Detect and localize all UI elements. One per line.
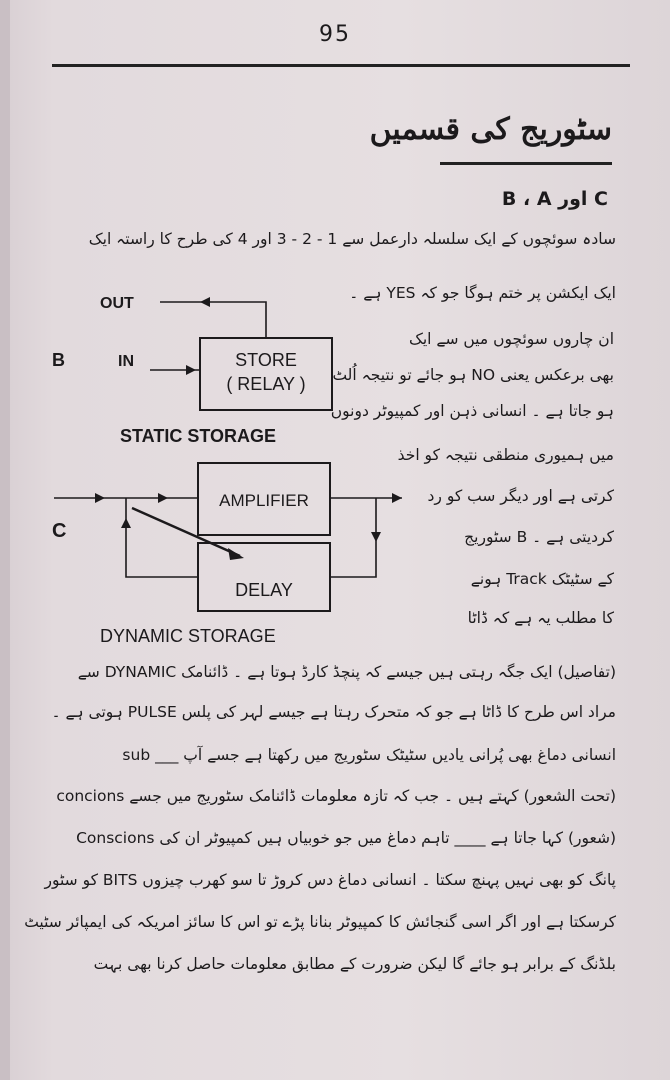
heading-underline	[440, 162, 612, 165]
out-line	[160, 302, 266, 338]
side-line-8: کا مطلب یہ ہے کہ ڈاٹا	[467, 609, 614, 627]
side-line-1: ان چاروں سوئچوں میں سے ایک	[408, 330, 614, 348]
side-line-3: ہو جاتا ہے ۔ انسانی ذہن اور کمپیوٹر دونوں	[330, 402, 614, 420]
relay-label: ( RELAY )	[226, 374, 306, 394]
out-arrow-icon	[200, 297, 210, 307]
output-arrow-icon	[392, 493, 402, 503]
header-rule	[52, 64, 630, 67]
body-line-8: بلڈنگ کے برابر ہو جائے گا لیکن ضرورت کے مطابق معلومات حاصل کرنا بھی بہت	[93, 955, 616, 973]
in-label: IN	[118, 353, 134, 370]
label-b: B	[52, 350, 65, 370]
input-arrow-2-icon	[158, 493, 168, 503]
input-arrow-1-icon	[95, 493, 105, 503]
switch-tip-icon	[228, 548, 244, 560]
label-c: C	[52, 520, 67, 542]
static-storage-caption: STATIC STORAGE	[120, 426, 277, 446]
body-line-3: انسانی دماغ بھی پُرانی یادیں سٹیٹک سٹوریج میں رکھتا ہے جسے آپ ___ sub	[122, 746, 616, 764]
in-arrow-icon	[186, 365, 196, 375]
feedback-up-arrow-icon	[121, 518, 131, 528]
delay-label: DELAY	[235, 580, 293, 600]
side-line-2: بھی برعکس یعنی NO ہو جائے تو نتیجہ اُلٹ	[332, 366, 614, 384]
side-line-4: میں ہمیوری منطقی نتیجہ کو اخذ	[397, 446, 614, 464]
page-binding-edge	[0, 0, 10, 1080]
side-line-5: کرتی ہے اور دیگر سب کو رد	[427, 487, 614, 505]
intro-line-2: ایک ایکشن پر ختم ہوگا جو کہ YES ہے ۔	[349, 284, 616, 302]
dynamic-storage-caption: DYNAMIC STORAGE	[100, 626, 276, 646]
body-line-6: پانگ کو بھی نہیں پہنچ سکتا ۔ انسانی دماغ دس کروڑ تا سو کھرب چیزوں BITS کو سٹور	[44, 871, 616, 889]
body-line-2: مراد اس طرح کا ڈاٹا ہے جو کہ متحرک رہتا ہے جیسے لہر کی پلس PULSE ہوتی ہے ۔	[51, 703, 616, 721]
feedback-down-arrow-icon	[371, 532, 381, 542]
feedback-right-line	[330, 498, 376, 577]
intro-line-1: سادہ سوئچوں کے ایک سلسلہ دارعمل سے 1 - 2 - 3 اور 4 کی طرح کا راستہ ایک	[88, 230, 616, 248]
delay-box	[198, 543, 330, 611]
side-line-7: کے سٹیٹک Track ہونے	[470, 570, 614, 588]
store-label: STORE	[235, 350, 297, 370]
storage-diagram	[40, 280, 420, 660]
body-line-1: (تفاصیل) ایک جگہ رہتی ہیں جیسے کہ پنچڈ کارڈ ہوتا ہے ۔ ڈائنامک DYNAMIC سے	[77, 663, 616, 681]
amplifier-label: AMPLIFIER	[219, 491, 309, 510]
section-heading: سٹوریج کی قسمیں	[369, 112, 612, 147]
body-line-7: کرسکتا ہے اور اگر اسی گنجائش کا کمپیوٹر بنانا پڑے تو اس کا سائز امریکہ کی ایمپائر سٹیٹ	[24, 913, 616, 931]
storage-types-line: C اور B ، A	[501, 188, 608, 210]
switch-arm	[132, 508, 240, 556]
page-number: 95	[319, 22, 351, 47]
body-line-5: (شعور) کہا جاتا ہے ____ تاہم دماغ میں جو خوبیاں ہیں کمپیوٹر ان کی Conscions	[76, 829, 616, 847]
side-line-6: کردیتی ہے ۔ B سٹوریج	[464, 528, 614, 546]
body-line-4: (تحت الشعور) کہتے ہیں ۔ جب کہ تازہ معلومات ڈائنامک سٹوریج میں جسے concions	[56, 787, 616, 805]
out-label: OUT	[100, 295, 134, 312]
